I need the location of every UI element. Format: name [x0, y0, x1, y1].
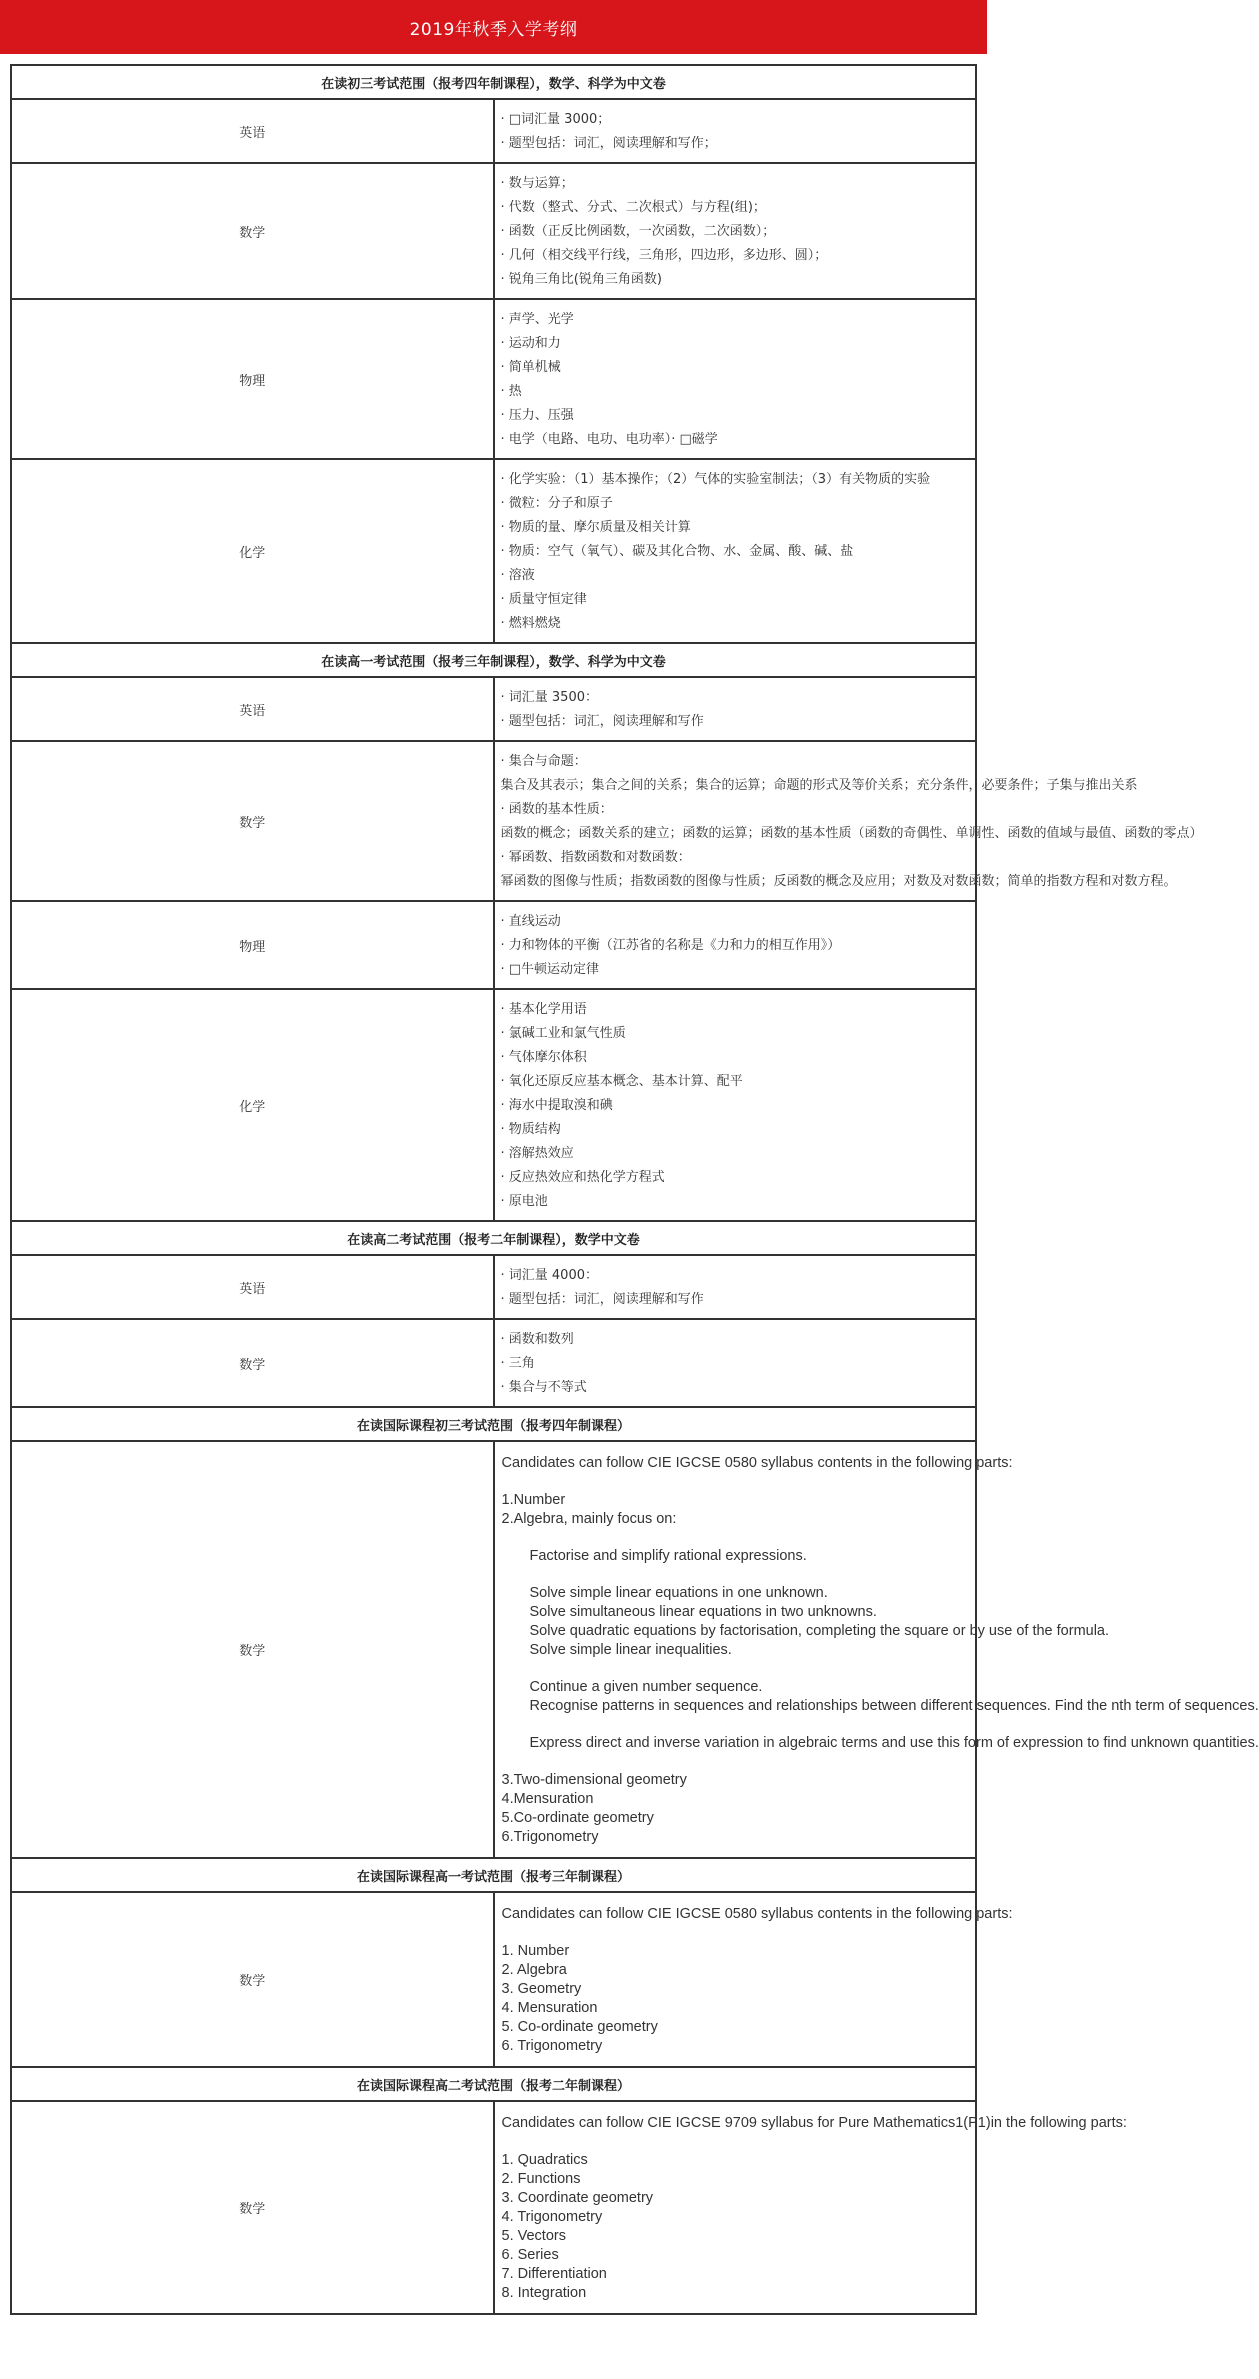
content-line: · 物质结构 [500, 1122, 561, 1137]
content-line: 4. Mensuration [501, 2000, 598, 2016]
content-line: · 氧化还原反应基本概念、基本计算、配平 [500, 1074, 743, 1089]
content-line: · 几何（相交线平行线，三角形，四边形，多边形、圆）； [500, 248, 828, 263]
subject-content [494, 1255, 977, 1319]
content-line: · 题型包括：词汇，阅读理解和写作； [500, 136, 717, 151]
content-line: · 质量守恒定律 [500, 592, 587, 607]
content-line: Continue a given number sequence. [529, 1679, 763, 1695]
content-line: · 力和物体的平衡（江苏省的名称是《力和力的相互作用》） [500, 938, 841, 953]
subject-label: 数学 [11, 1441, 494, 1858]
section-header-row [11, 643, 976, 677]
section-heading: 在读国际课程初三考试范围（报考四年制课程） [11, 1407, 976, 1441]
subject-label: 英语 [11, 99, 494, 163]
subject-label: 化学 [11, 459, 494, 643]
subject-row [11, 1892, 976, 2067]
section-header-row [11, 1858, 976, 1892]
content-line: 5. Co-ordinate geometry [501, 2019, 658, 2035]
subject-row [11, 99, 976, 163]
content-line: · 词汇量 3500： [500, 690, 598, 705]
content-line: · 海水中提取溴和碘 [500, 1098, 613, 1113]
content-line: · 声学、光学 [500, 312, 574, 327]
content-line: · 运动和力 [500, 336, 561, 351]
content-line: 2. Algebra [501, 1962, 567, 1978]
subject-label: 数学 [11, 1319, 494, 1407]
subject-content [494, 901, 977, 989]
content-line: Candidates can follow CIE IGCSE 9709 syllabus for Pure Mathematics1(P1)in the following parts: [501, 2115, 1127, 2131]
section-header-row [11, 1221, 976, 1255]
subject-content [494, 741, 1203, 901]
content-line: 4. Trigonometry [501, 2209, 603, 2225]
content-line: · 直线运动 [500, 914, 561, 929]
content-line: 3. Geometry [501, 1981, 582, 1997]
content-line: · 词汇量 4000： [500, 1268, 598, 1283]
content-line: 5.Co-ordinate geometry [501, 1810, 654, 1826]
content-line: 1. Number [501, 1943, 570, 1959]
subject-label: 物理 [11, 299, 494, 459]
content-line: · 微粒：分子和原子 [500, 496, 613, 511]
content-line: · 题型包括：词汇，阅读理解和写作 [500, 714, 704, 729]
content-line: 1. Quadratics [501, 2152, 588, 2168]
spacer [502, 1716, 969, 1734]
content-line: · 反应热效应和热化学方程式 [500, 1170, 665, 1185]
subject-row [11, 163, 976, 299]
content-line: 4.Mensuration [501, 1791, 594, 1807]
subject-label: 数学 [11, 1892, 494, 2067]
subject-content [494, 299, 977, 459]
subject-label: 物理 [11, 901, 494, 989]
section-heading: 在读国际课程高二考试范围（报考二年制课程） [11, 2067, 976, 2101]
content-line: · □牛顿运动定律 [500, 962, 600, 977]
content-line: · 题型包括：词汇，阅读理解和写作 [500, 1292, 704, 1307]
content-line: · 基本化学用语 [500, 1002, 587, 1017]
content-line: · 化学实验：（1）基本操作；（2）气体的实验室制法；（3）有关物质的实验 [500, 472, 931, 487]
subject-label: 数学 [11, 2101, 494, 2314]
subject-row [11, 901, 976, 989]
subject-row [11, 741, 976, 901]
content-line: · 数与运算； [500, 176, 574, 191]
exam-outline-table [10, 64, 1259, 2315]
content-line: · 燃料燃烧 [500, 616, 561, 631]
subject-row [11, 459, 976, 643]
section-header-row [11, 1407, 976, 1441]
content-line: · 集合与命题： [500, 754, 587, 769]
content-line: · 函数（正反比例函数，一次函数，二次函数）； [500, 224, 776, 239]
subject-content [494, 1441, 1259, 1858]
content-line: 3. Coordinate geometry [501, 2190, 654, 2206]
content-line: Solve simple linear equations in one unknown. [529, 1585, 828, 1601]
content-line: 7. Differentiation [501, 2266, 607, 2282]
content-line: 6.Trigonometry [501, 1829, 599, 1845]
content-line: 2. Functions [501, 2171, 581, 2187]
content-line: · 电学（电路、电功、电功率）· □磁学 [500, 432, 718, 447]
section-header-row [11, 65, 976, 99]
section-heading: 在读国际课程高一考试范围（报考三年制课程） [11, 1858, 976, 1892]
subject-row [11, 1441, 976, 1858]
content-line: · 热 [500, 384, 522, 399]
spacer [502, 1566, 969, 1584]
content-line: 幂函数的图像与性质；指数函数的图像与性质；反函数的概念及应用；对数及对数函数；简单的指数方程和对数方程。 [500, 874, 1177, 889]
content-line: 集合及其表示；集合之间的关系；集合的运算；命题的形式及等价关系；充分条件，必要条件；子集与推出关系 [500, 778, 1138, 793]
subject-row [11, 989, 976, 1221]
content-line: Candidates can follow CIE IGCSE 0580 syllabus contents in the following parts: [501, 1906, 1013, 1922]
content-line: · 三角 [500, 1356, 535, 1371]
content-line: Recognise patterns in sequences and relationships between different sequences. Find the nth term of sequences. [529, 1698, 1259, 1714]
subject-label: 数学 [11, 163, 494, 299]
subject-content [494, 459, 977, 643]
spacer [502, 1753, 969, 1771]
content-line: · 压力、压强 [500, 408, 574, 423]
content-line: Solve quadratic equations by factorisation, completing the square or by use of the formula. [529, 1623, 1110, 1639]
subject-row [11, 1255, 976, 1319]
content-line: Solve simultaneous linear equations in two unknowns. [529, 1604, 877, 1620]
content-line: · 溶解热效应 [500, 1146, 574, 1161]
section-heading: 在读初三考试范围（报考四年制课程），数学、科学为中文卷 [11, 65, 976, 99]
content-line: 6. Series [501, 2247, 559, 2263]
subject-label: 化学 [11, 989, 494, 1221]
spacer [502, 1529, 969, 1547]
content-line: Candidates can follow CIE IGCSE 0580 syllabus contents in the following parts: [501, 1455, 1013, 1471]
content-line: Express direct and inverse variation in algebraic terms and use this form of expression to find unknown quantities. [529, 1735, 1259, 1751]
content-line: · 集合与不等式 [500, 1380, 587, 1395]
subject-content [494, 989, 977, 1221]
content-line: · 函数和数列 [500, 1332, 574, 1347]
subject-row [11, 2101, 976, 2314]
content-line: Factorise and simplify rational expressions. [529, 1548, 807, 1564]
subject-label: 数学 [11, 741, 494, 901]
content-line: 8. Integration [501, 2285, 587, 2301]
content-line: 3.Two-dimensional geometry [501, 1772, 687, 1788]
section-header-row [11, 2067, 976, 2101]
subject-content [494, 163, 977, 299]
subject-row [11, 677, 976, 741]
content-line: · 气体摩尔体积 [500, 1050, 587, 1065]
content-line: · 简单机械 [500, 360, 561, 375]
content-line: · 物质：空气（氧气）、碳及其化合物、水、金属、酸、碱、盐 [500, 544, 854, 559]
page-title: 2019年秋季入学考纲 [409, 19, 578, 40]
spacer [502, 1660, 969, 1678]
subject-label: 英语 [11, 1255, 494, 1319]
content-line: · 锐角三角比(锐角三角函数) [500, 272, 662, 287]
exam-outline-container [0, 54, 1259, 2315]
subject-content [494, 677, 977, 741]
page-title-banner [0, 0, 987, 54]
content-line: 6. Trigonometry [501, 2038, 603, 2054]
content-line: 2.Algebra, mainly focus on: [501, 1511, 677, 1527]
spacer [502, 2133, 969, 2151]
subject-content [494, 1319, 977, 1407]
subject-row [11, 299, 976, 459]
spacer [502, 1473, 969, 1491]
content-line: · 函数的基本性质： [500, 802, 613, 817]
content-line: · 氯碱工业和氯气性质 [500, 1026, 626, 1041]
subject-content [494, 99, 977, 163]
content-line: Solve simple linear inequalities. [529, 1642, 732, 1658]
content-line: 5. Vectors [501, 2228, 566, 2244]
section-heading: 在读高二考试范围（报考二年制课程），数学中文卷 [11, 1221, 976, 1255]
section-heading: 在读高一考试范围（报考三年制课程），数学、科学为中文卷 [11, 643, 976, 677]
content-line: · 幂函数、指数函数和对数函数： [500, 850, 691, 865]
content-line: 函数的概念；函数关系的建立；函数的运算；函数的基本性质（函数的奇偶性、单调性、函数的值域与最值、函数的零点） [500, 826, 1203, 841]
content-line: · □词汇量 3000； [500, 112, 611, 127]
content-line: · 溶液 [500, 568, 535, 583]
content-line: 1.Number [501, 1492, 566, 1508]
subject-label: 英语 [11, 677, 494, 741]
content-line: · 物质的量、摩尔质量及相关计算 [500, 520, 691, 535]
exam-outline-body [11, 65, 1259, 2314]
subject-content [494, 1892, 1013, 2067]
spacer [502, 1924, 969, 1942]
content-line: · 原电池 [500, 1194, 548, 1209]
content-line: · 代数（整式、分式、二次根式）与方程(组)； [500, 200, 766, 215]
subject-row [11, 1319, 976, 1407]
subject-content [494, 2101, 1127, 2314]
